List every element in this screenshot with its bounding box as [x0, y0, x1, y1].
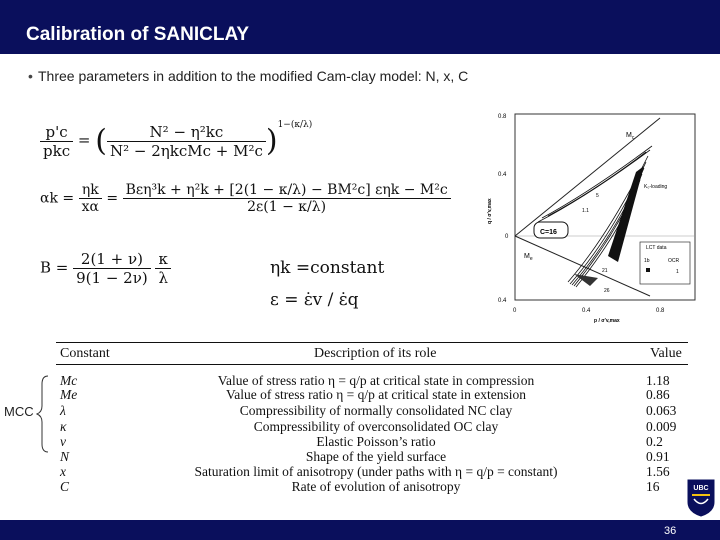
y-axis-label: q / σ'v,max — [487, 198, 493, 224]
eq2-small-fraction: $\frac{\eta k}{x\alpha}$ — [79, 182, 102, 215]
legend-col1: 1b — [644, 258, 650, 264]
bullet-icon: • — [28, 68, 33, 84]
eq3-fraction-1: $\frac{2(1 + \nu)}{9(1 - 2\nu)}$ — [73, 250, 151, 287]
table-row: N Shape of the yield surface 0.91 — [60, 449, 670, 464]
table-row: C Rate of evolution of anisotropy 16 — [60, 479, 660, 494]
legend-marker — [646, 268, 650, 272]
n-annotation: 1.1 — [582, 208, 589, 214]
equation-2: αk = $\frac{\eta k}{x\alpha}$ = $\frac{\text{Bεη³k + η²k + [2(1 − κ/λ) − BM²c] εηk − M²c}}{2\varepsilon(1 - \kappa/\lambda)}$ — [40, 182, 451, 215]
footer-bar — [0, 520, 720, 540]
table-row: Me Value of stress ratio η = q/p at critical state in extension 0.86 — [60, 387, 670, 402]
bullet-text: Three parameters in addition to the modified Cam-clay model: N, x, C — [38, 68, 469, 84]
table-row: Mc Value of stress ratio η = q/p at critical state in compression 1.18 — [60, 373, 670, 388]
header-value: Value — [650, 346, 682, 361]
legend-row-val: 1 — [676, 269, 679, 275]
c-label: C=16 — [540, 229, 557, 236]
n2-annotation: 21 — [602, 268, 608, 274]
mcc-label: MCC — [4, 404, 34, 419]
page-number: 36 — [664, 525, 677, 537]
legend-title: LCT data — [646, 245, 667, 251]
equation-5: ε = ε̇v / ε̇q — [270, 290, 359, 310]
x-tick-1: 0 — [513, 308, 517, 314]
table-top-rule — [56, 342, 688, 343]
y-tick-3: 0 — [505, 234, 509, 240]
slide-title: Calibration of SANICLAY — [26, 24, 250, 45]
eq1-fraction: $\frac{\text{N² − η²kc}}{\text{N² − 2ηkcMc + M²c}}$ — [107, 123, 266, 160]
table-mid-rule — [56, 364, 688, 365]
table-row: ν Elastic Poisson’s ratio 0.2 — [60, 434, 663, 449]
equation-1: $\frac{p'c}{\text{pkc}}$ = ( $\frac{\text{N² − η²kc}}{\text{N² − 2ηkcMc + M²c}}$ )$^{1-(\kappa/\lambda)}$ — [40, 120, 312, 160]
mcc-brace-icon — [36, 374, 52, 454]
k0-annotation: K₀-loading — [644, 184, 668, 190]
y-tick-4: 0.4 — [498, 298, 507, 304]
equation-3: B = $\frac{2(1 + \nu)}{9(1 - 2\nu)}$ $\frac{\kappa}{\lambda}$ — [40, 250, 171, 287]
y-tick-1: 0.8 — [498, 114, 507, 120]
header-description: Description of its role — [314, 346, 437, 361]
table-row: λ Compressibility of normally consolidated NC clay 0.063 — [60, 403, 677, 418]
equations-panel — [36, 112, 478, 312]
bullet-point — [28, 68, 468, 84]
eq1-lhs: $\frac{p'c}{\text{pkc}}$ — [40, 123, 73, 160]
legend-col2: OCR — [668, 258, 680, 264]
table-row: x Saturation limit of anisotropy (under paths with η = q/p = constant) 1.56 — [60, 464, 670, 479]
table-row: κ Compressibility of overconsolidated OC clay 0.009 — [60, 419, 677, 434]
eq3-fraction-2: $\frac{\kappa}{\lambda}$ — [155, 250, 171, 287]
mc-annotation: $M_c$ — [626, 132, 635, 141]
equation-4: ηk =constant — [270, 258, 385, 278]
legend-box — [640, 242, 690, 284]
x-tick-2: 0.4 — [582, 308, 591, 314]
x-tick-3: 0.8 — [656, 308, 665, 314]
header-constant: Constant — [60, 346, 110, 361]
y-tick-2: 0.4 — [498, 172, 507, 178]
n3-annotation: 26 — [604, 288, 610, 294]
x-axis-label: p / σ'v,max — [594, 318, 620, 324]
eq2-fraction: $\frac{\text{Bεη³k + η²k + [2(1 − κ/λ) − BM²c] εηk − M²c}}{2\varepsilon(1 - \kappa/\lambda)}$ — [123, 182, 451, 215]
ubc-logo-text: UBC — [693, 485, 709, 492]
me-annotation: $M_e$ — [524, 253, 533, 262]
ubc-logo-icon — [686, 478, 716, 518]
yield-surface-figure — [478, 106, 704, 326]
n4-annotation: 5 — [596, 193, 599, 199]
